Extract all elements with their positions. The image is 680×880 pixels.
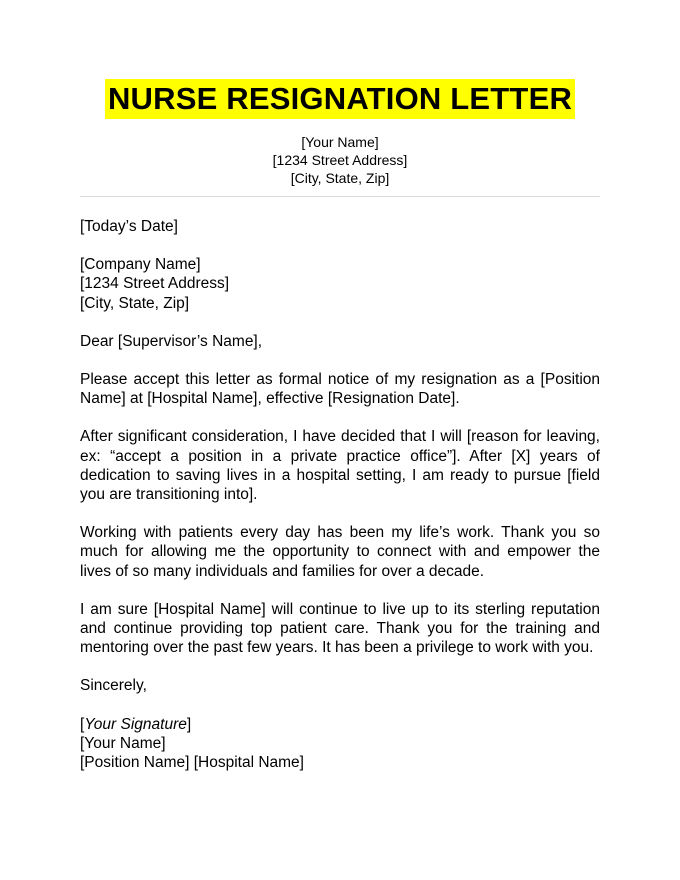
recipient-address: [1234 Street Address] [80, 275, 230, 293]
paragraph-notice: Please accept this letter as formal notice of my resignation as a [Position Name] at [Hospital Name], effective [Resignation Date]. [80, 371, 600, 408]
paragraph-closing-thanks: I am sure [Hospital Name] will continue to live up to its sterling reputation and continue providing top patient care. Thank you for the training and mentoring over the past few years. It has been a privilege to work with you. [80, 600, 600, 657]
letter-body [80, 217, 600, 772]
signature-line [80, 715, 600, 734]
signature-open-bracket: [ [80, 715, 85, 733]
letter-date: [Today’s Date] [80, 218, 178, 235]
signature-position: [Position Name] [Hospital Name] [80, 754, 304, 772]
signature-name: [Your Name] [80, 734, 166, 752]
sender-address: [1234 Street Address] [272, 152, 408, 168]
salutation: Dear [Supervisor’s Name], [80, 332, 263, 350]
recipient-city: [City, State, Zip] [80, 294, 190, 312]
recipient-company: [Company Name] [80, 256, 201, 274]
header-divider [80, 196, 600, 197]
sender-block [0, 133, 680, 187]
paragraph-reason: After significant consideration, I have decided that I will [reason for leaving, ex: “accept a position in a private practice office”]. After [X] years of dedication to saving lives in a hospital setting, I am ready to pursue [field you are transitioning into]. [80, 428, 600, 504]
paragraph-gratitude: Working with patients every day has been my life’s work. Thank you so much for allowing me the opportunity to connect with and empower the lives of so many individuals and families for over a decade. [80, 524, 600, 580]
closing: Sincerely, [80, 677, 147, 695]
title-container [0, 79, 680, 119]
signature-block [80, 715, 600, 773]
signature-close-bracket: ] [186, 715, 192, 733]
sender-name: [Your Name] [301, 134, 379, 150]
sender-city: [City, State, Zip] [290, 170, 390, 186]
recipient-block [80, 255, 600, 313]
letter-title: NURSE RESIGNATION LETTER [105, 79, 575, 119]
signature-label: Your Signature [84, 715, 187, 733]
